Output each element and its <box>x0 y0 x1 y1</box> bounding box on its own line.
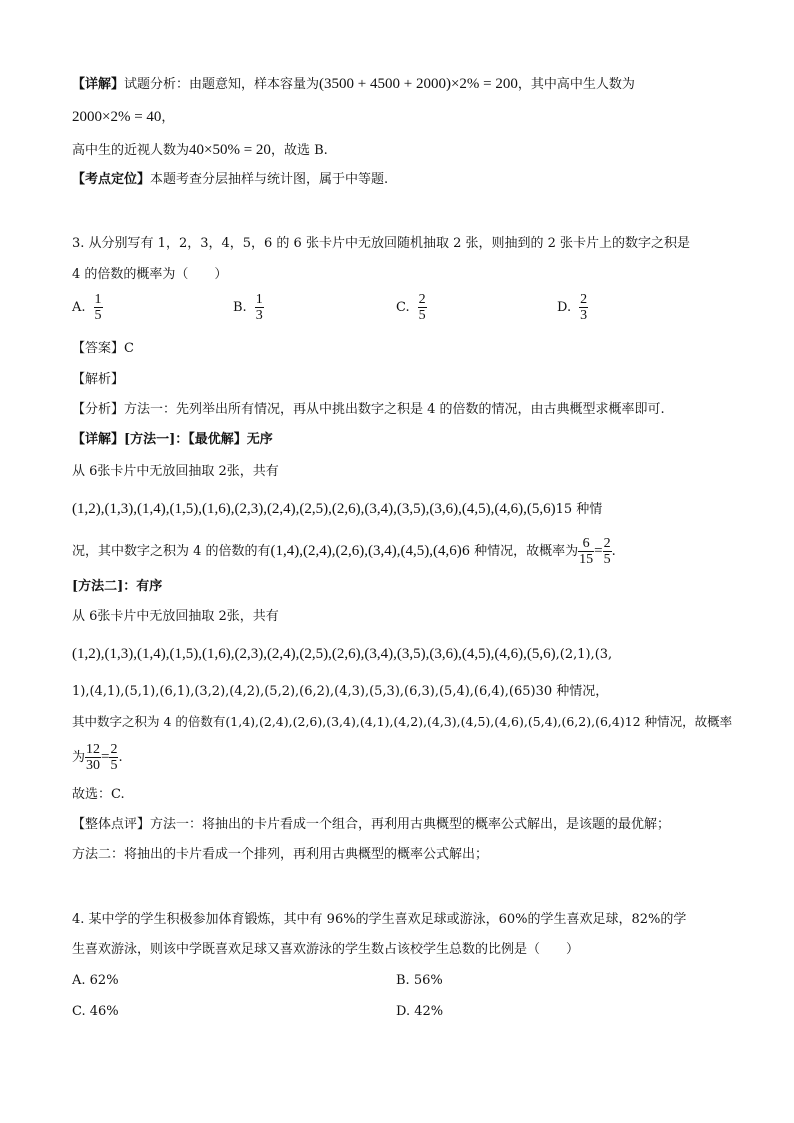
myopia-text: 高中生的近视人数为 <box>72 143 190 158</box>
denominator: 30 <box>86 758 101 773</box>
q2-detail-line2 <box>72 108 174 127</box>
kaodian-label: 【考点定位】 <box>72 172 151 187</box>
q3-answer: 【答案】C <box>72 341 134 356</box>
method1-header: 【详解】[方法一]：【最优解】无序 <box>72 432 273 447</box>
denominator: 5 <box>110 758 118 773</box>
q3-stem-line2: 4 的倍数的概率为（ ） <box>72 267 228 282</box>
option-fraction <box>418 292 427 323</box>
method1-fraction-1 <box>578 536 594 567</box>
method1-pairs-line <box>72 500 602 519</box>
method2-line2: 1),(4,1),(5,1),(6,1),(3,2),(4,2),(5,2),(6,2),(4,3),(5,3),(6,3),(5,4),(6,4),(65)30 种情况， <box>72 684 609 699</box>
q2-detail-line1 <box>72 75 635 94</box>
q3-stem-line1: 3. 从分别写有 1，2，3，4，5，6 的 6 张卡片中无放回随机抽取 2 张，则抽到的 2 张卡片上的数字之积是 <box>72 236 691 251</box>
q4-option-d[interactable]: D. 42% <box>396 1004 444 1019</box>
method2-pairs-tail: ,(2,1),(3, <box>555 647 613 662</box>
detail-label: 【详解】 <box>72 77 125 92</box>
denominator: 5 <box>94 308 102 323</box>
q3-option-b[interactable] <box>233 292 264 323</box>
fenxi-text: 方法一：先列举出所有情况，再从中挑出数字之积是 4 的倍数的情况，由古典概型求概率即可. <box>124 402 665 417</box>
numerator: 2 <box>603 536 611 551</box>
detail-mid: ，其中高中生人数为 <box>517 77 635 92</box>
comment-text-1: 方法一：将抽出的卡片看成一个组合，再利用古典概型的概率公式解出，是该题的最优解； <box>150 817 671 832</box>
fenxi-label: 【分析】 <box>72 402 125 417</box>
option-fraction <box>255 292 264 323</box>
comment-line1 <box>72 816 670 834</box>
option-label: A. <box>72 300 86 315</box>
numerator: 12 <box>86 742 101 757</box>
method1-result-line <box>72 534 616 569</box>
q4-option-b[interactable]: B. 56% <box>396 973 443 988</box>
method1-fraction-2 <box>603 536 612 567</box>
denominator: 5 <box>603 552 611 567</box>
q3-option-d[interactable] <box>557 292 588 323</box>
method2-pairs: (1,2),(1,3),(1,4),(1,5),(1,6),(2,3),(2,4),(2,5),(2,6),(3,4),(3,5),(3,6),(4,5),(4,6),(5,6) <box>72 646 556 662</box>
myopia-expression: 40×50% = 20 <box>189 142 271 158</box>
q3-guxuan: 故选：C. <box>72 787 125 802</box>
sample-size-expression: (3500 + 4500 + 2000)×2% = 200 <box>319 76 518 92</box>
method1-favorable-pairs: (1,4),(2,4),(2,6),(3,4),(4,5),(4,6) <box>270 543 462 559</box>
numerator: 1 <box>255 292 263 307</box>
numerator: 1 <box>94 292 102 307</box>
numerator: 6 <box>578 536 594 552</box>
q3-option-a[interactable] <box>72 292 103 323</box>
method1-pairs: (1,2),(1,3),(1,4),(1,5),(1,6),(2,3),(2,4),(2,5),(2,6),(3,4),(3,5),(3,6),(4,5),(4,6),(5,6) <box>72 501 556 517</box>
method2-fraction-1 <box>85 742 101 773</box>
denominator: 15 <box>579 552 594 567</box>
denominator: 3 <box>580 308 588 323</box>
q2-comma: ， <box>161 110 175 125</box>
q2-kaodian-line <box>72 171 388 189</box>
period: . <box>118 750 123 765</box>
method1-result-text: 况，其中数字之积为 4 的倍数的有 <box>72 544 271 559</box>
method2-line3: 其中数字之积为 4 的倍数有(1,4),(2,4),(2,6),(3,4),(4,1),(4,2),(4,3),(4,5),(4,6),(5,4),(6,2),(6,4)12 种情况，故概率 <box>72 714 733 729</box>
method2-wei: 为 <box>72 750 86 765</box>
q3-fenxi-line <box>72 401 665 419</box>
numerator: 2 <box>580 292 588 307</box>
q4-stem-line1: 4. 某中学的学生积极参加体育锻炼，其中有 96%的学生喜欢足球或游泳，60%的学生喜欢足球，82%的学 <box>72 912 687 927</box>
comment-line2: 方法二：将抽出的卡片看成一个排列，再利用古典概型的概率公式解出； <box>72 847 489 862</box>
method1-pairs-tail: 15 种情 <box>555 502 603 517</box>
denominator: 3 <box>255 308 263 323</box>
option-label: D. <box>557 300 572 315</box>
option-fraction <box>579 292 588 323</box>
q3-analysis-title: 【解析】 <box>72 372 125 387</box>
comment-label: 【整体点评】 <box>72 817 151 832</box>
q4-stem-line2: 生喜欢游泳，则该中学既喜欢足球又喜欢游泳的学生数占该校学生总数的比例是（ ） <box>72 942 580 957</box>
detail-intro: 试题分析：由题意知，样本容量为 <box>124 77 320 92</box>
numerator: 2 <box>110 742 118 757</box>
q4-option-c[interactable]: C. 46% <box>72 1004 119 1019</box>
denominator: 5 <box>418 308 426 323</box>
option-fraction <box>94 292 103 323</box>
period: . <box>611 544 616 559</box>
q3-option-c[interactable] <box>396 292 427 323</box>
kaodian-text: 本题考查分层抽样与统计图，属于中等题. <box>150 172 389 187</box>
method1-intro: 从 6张卡片中无放回抽取 2张，共有 <box>72 464 279 479</box>
q2-myopia-line <box>72 141 328 160</box>
option-label: C. <box>396 300 410 315</box>
numerator: 2 <box>418 292 426 307</box>
q4-option-a[interactable]: A. 62% <box>72 973 119 988</box>
method1-result-text-2: 6 种情况，故概率为 <box>461 544 579 559</box>
high-school-count-expression: 2000×2% = 40 <box>72 109 162 125</box>
method2-pairs-line <box>72 645 612 664</box>
myopia-tail: ，故选 B. <box>270 143 328 158</box>
option-label: B. <box>233 300 247 315</box>
method2-result-line <box>72 740 123 775</box>
method2-header: [方法二]：有序 <box>72 579 163 594</box>
equals-sign: = <box>594 543 603 559</box>
method2-intro: 从 6张卡片中无放回抽取 2张，共有 <box>72 609 279 624</box>
equals-sign: = <box>101 749 110 765</box>
